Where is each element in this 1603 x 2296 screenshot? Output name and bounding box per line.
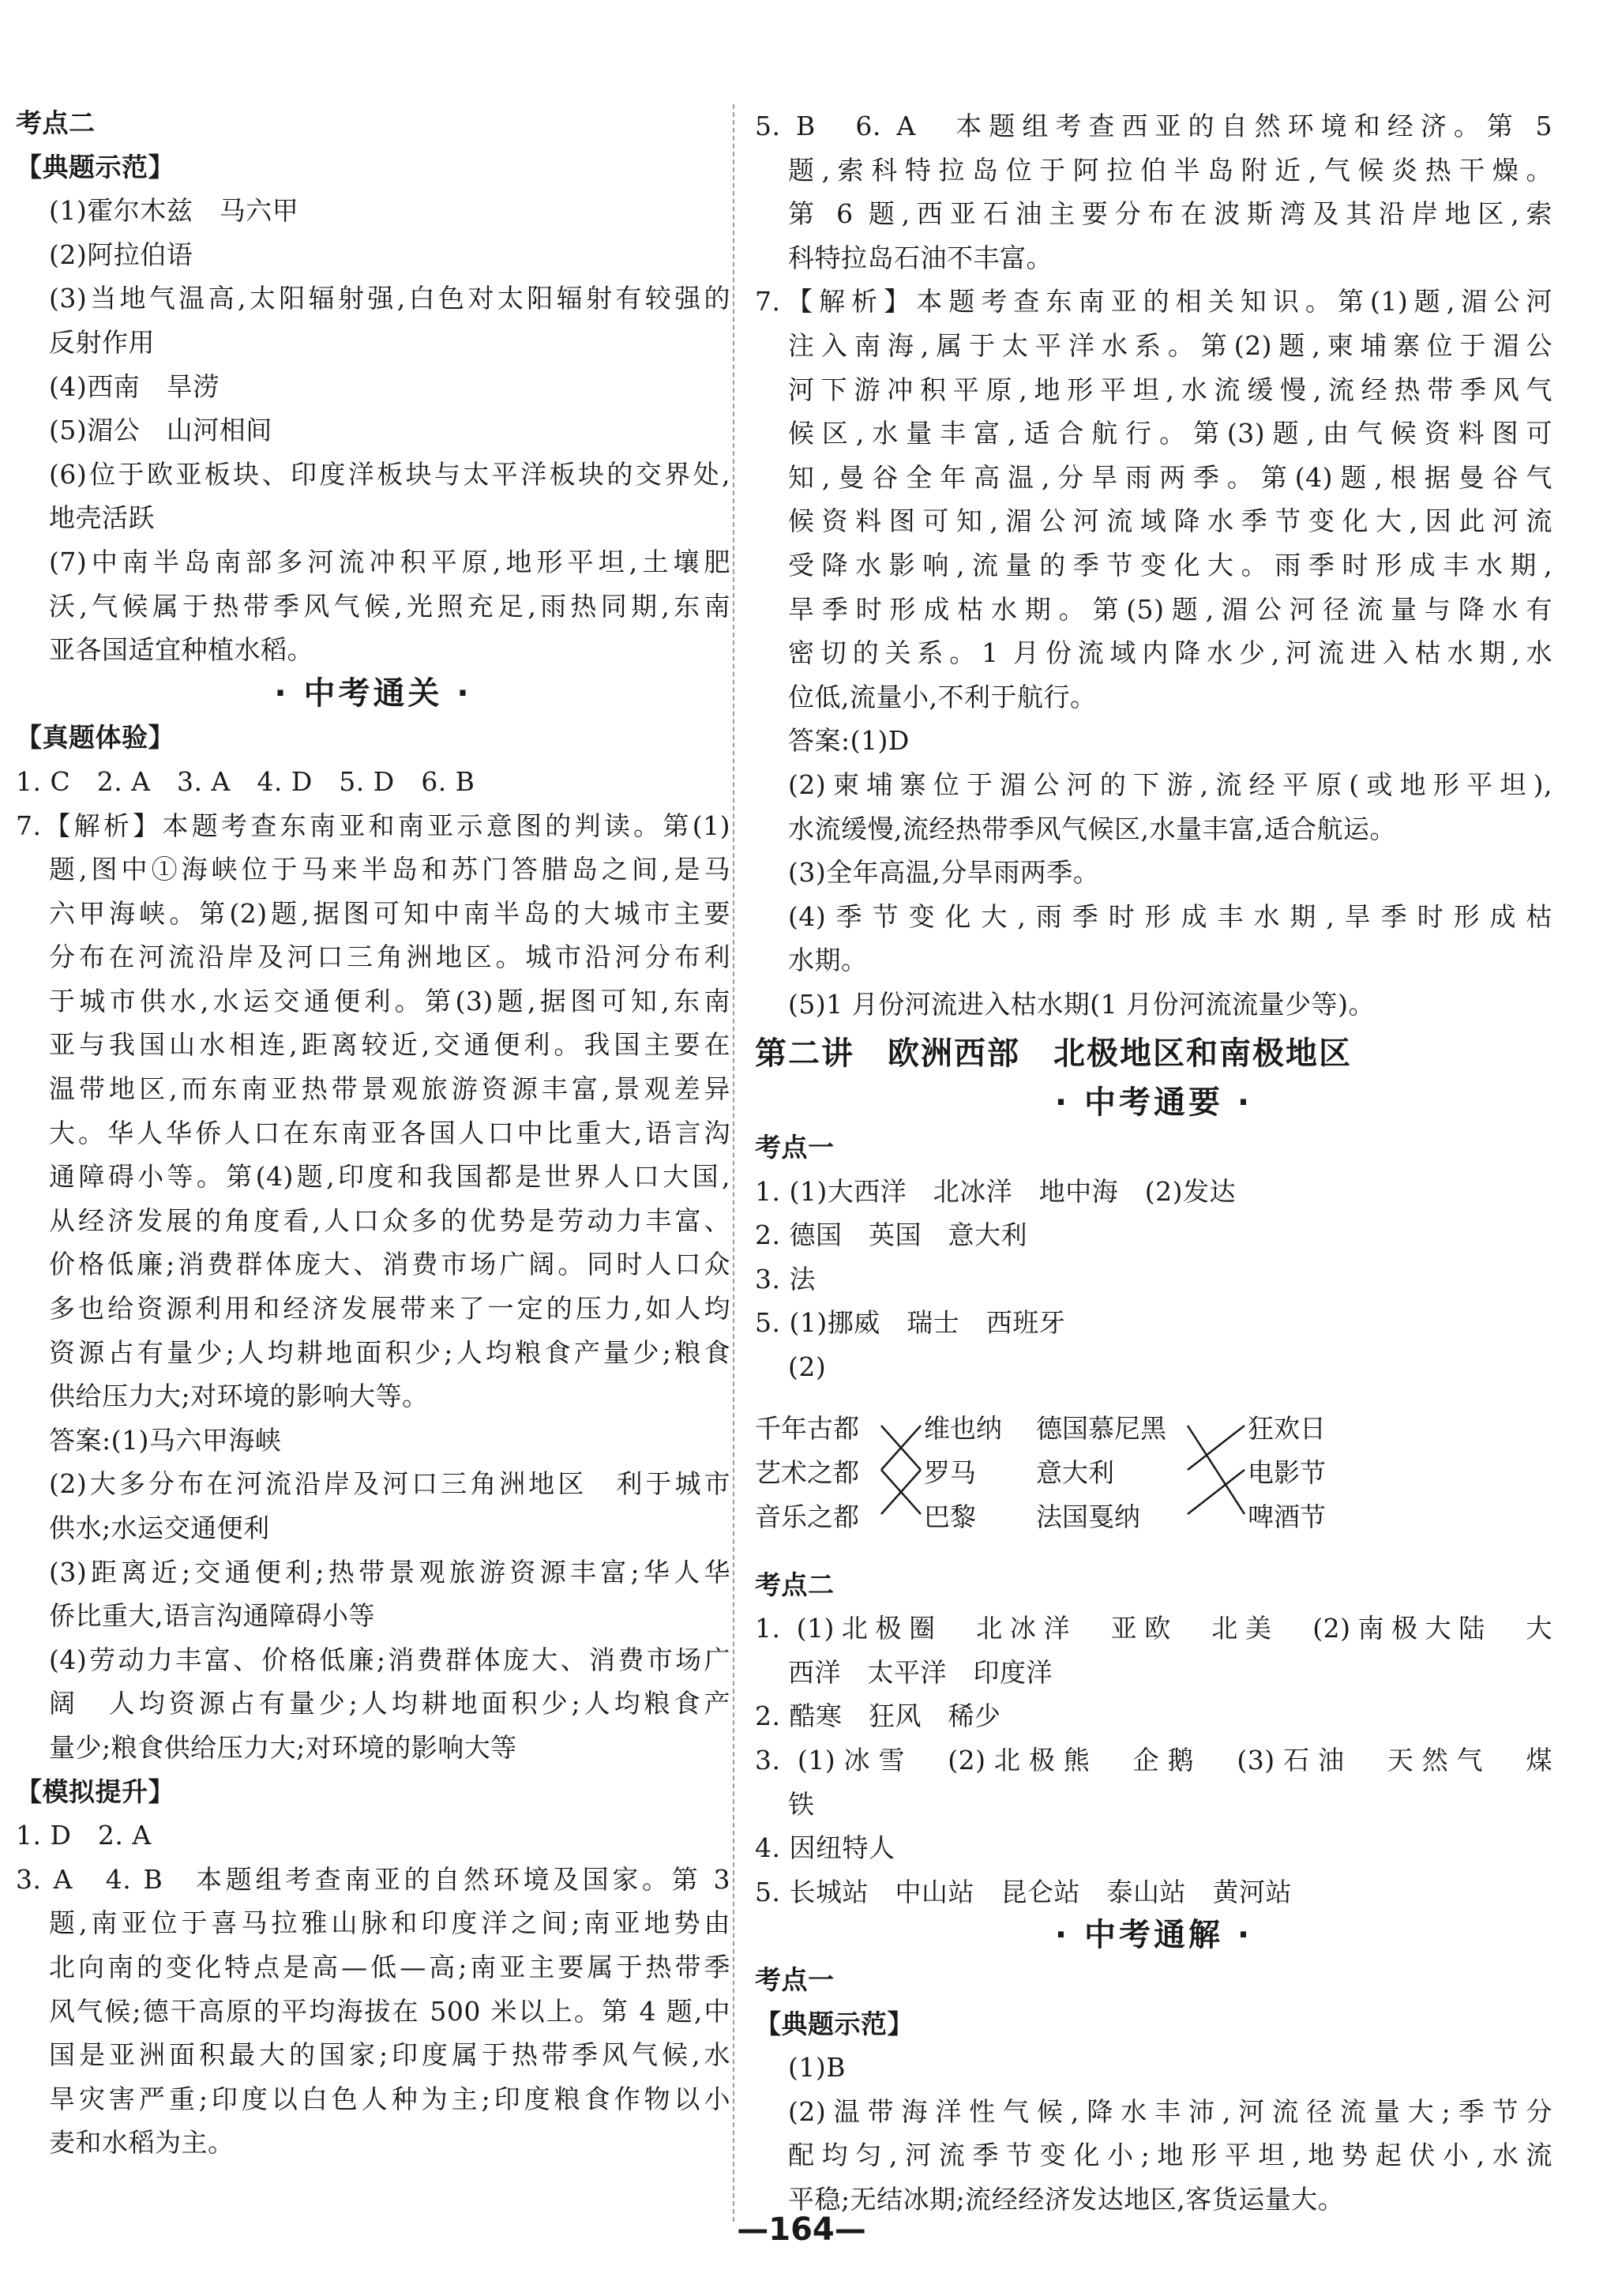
text-line: 配均匀,河流季节变化小;地形平坦,地势起伏小,水流 [788,2140,1552,2171]
text-line: 题,图中①海峡位于马来半岛和苏门答腊岛之间,是马 [49,854,730,885]
text-line: 麦和水稻为主。 [49,2127,235,2159]
right-column [733,104,1552,2222]
text-line: 考点二 [16,107,96,138]
text-line: 供给压力大;对环境的影响大等。 [49,1381,429,1412]
match-item: 罗马 [924,1456,976,1488]
text-line: 注入南海,属于太平洋水系。第(2)题,柬埔寨位于湄公 [788,329,1552,361]
match-line [1188,1470,1244,1514]
text-line: 密切的关系。1 月份流域内降水少,河流进入枯水期,水 [788,637,1552,669]
text-line: 侨比重大,语言沟通障碍小等 [49,1600,375,1632]
text-line: (1)B [788,2052,846,2084]
text-line: (2) [788,1351,827,1383]
text-line: 5. B 6. A 本题组考查西亚的自然环境和经济。第 5 [755,111,1552,141]
text-line: 题,索科特拉岛位于阿拉伯半岛附近,气候炎热干燥。 [788,154,1552,186]
text-line: 受降水影响,流量的季节变化大。雨季时形成丰水期, [788,549,1552,581]
text-line: (1)霍尔木兹 马六甲 [49,195,299,227]
text-line: 亚与我国山水相连,距离较近,交通便利。我国主要在 [49,1029,730,1061]
text-line: 西洋 太平洋 印度洋 [788,1656,1053,1688]
text-line: 地壳活跃 [49,502,155,534]
text-line: 亚各国适宜种植水稻。 [49,634,313,666]
text-line: 铁 [788,1788,815,1820]
text-line: 1. C 2. A 3. A 4. D 5. D 6. B [16,765,475,797]
text-line: 供水;水运交通便利 [49,1513,270,1543]
text-line: · 中考通要 · [1054,1084,1253,1122]
text-line: 旱季时形成枯水期。第(5)题,湄公河径流量与降水有 [788,593,1552,625]
text-line: 旱灾害严重;印度以白色人种为主;印度粮食作物以小 [49,2083,730,2114]
text-line: 河下游冲积平原,地形平坦,水流缓慢,流经热带季风气 [788,374,1552,405]
left-column [16,101,730,2165]
text-line: (4)季节变化大,雨季时形成丰水期,旱季时形成枯 [788,900,1552,932]
text-line: 2. 德国 英国 意大利 [755,1219,1027,1251]
text-line: 多也给资源利用和经济发展带来了一定的压力,如人均 [49,1293,730,1325]
text-line: 候资料图可知,湄公河流域降水季节变化大,因此河流 [788,505,1552,537]
text-line: (2)阿拉伯语 [49,239,193,270]
text-line: · 中考通解 · [1054,1917,1253,1954]
text-line: 5. (1)挪威 瑞士 西班牙 [755,1307,1066,1339]
text-line: 【模拟提升】 [16,1776,175,1807]
text-line: 位低,流量小,不利于航行。 [788,681,1097,712]
text-line: (5)1 月份河流进入枯水期(1 月份河流流量少等)。 [788,988,1375,1020]
text-line: 7.【解析】本题考查东南亚的相关知识。第(1)题,湄公河 [755,286,1552,318]
text-line: 【典题示范】 [16,151,175,182]
match-line [1188,1426,1244,1470]
text-line: 3. 法 [755,1263,816,1295]
text-line: 【典题示范】 [755,2008,914,2039]
text-line: 量少;粮食供给压力大;对环境的影响大等 [49,1731,517,1763]
text-line: 于城市供水,水运交通便利。第(3)题,据图可知,东南 [49,985,730,1016]
match-item: 啤酒节 [1248,1501,1326,1532]
match-item: 德国慕尼黑 [1036,1412,1166,1444]
text-line: 大。华人华侨人口在东南亚各国人口中比重大,语言沟 [49,1117,730,1148]
text-line: (6)位于欧亚板块、印度洋板块与太平洋板块的交界处, [49,458,730,490]
text-line: 阔 人均资源占有量少;人均耕地面积少;人均粮食产 [49,1688,730,1719]
text-line: 1. (1)北极圈 北冰洋 亚欧 北美 (2)南极大陆 大 [755,1613,1552,1644]
text-line: 北向南的变化特点是高—低—高;南亚主要属于热带季 [49,1951,730,1982]
text-line: 3. A 4. B 本题组考查南亚的自然环境及国家。第 3 [16,1863,730,1895]
text-line: 3. (1)冰雪 (2)北极熊 企鹅 (3)石油 天然气 煤 [755,1745,1552,1776]
text-line: 题,南亚位于喜马拉雅山脉和印度洋之间;南亚地势由 [49,1907,730,1939]
text-line: 六甲海峡。第(2)题,据图可知中南半岛的大城市主要 [49,897,730,929]
page-number: —164— [737,2211,866,2248]
text-line: (4)劳动力丰富、价格低廉;消费群体庞大、消费市场广 [49,1644,730,1675]
text-line: (7)中南半岛南部多河流冲积平原,地形平坦,土壤肥 [49,546,730,577]
match-item: 千年古都 [755,1412,859,1444]
right-column-top [755,104,1552,1389]
right-column-bottom [755,1563,1552,2222]
text-line: 第二讲 欧洲西部 北极地区和南极地区 [755,1035,1352,1073]
text-line: (2)温带海洋性气候,降水丰沛,河流径流量大;季节分 [788,2095,1552,2127]
text-line: (3)全年高温,分旱雨两季。 [788,857,1100,889]
text-line: 科特拉岛石油不丰富。 [788,242,1053,273]
text-line: 风气候;德干高原的平均海拔在 500 米以上。第 4 题,中 [49,1995,730,2027]
text-line: · 中考通关 · [274,675,472,712]
text-line: 候区,水量丰富,适合航行。第(3)题,由气候资料图可 [788,418,1552,449]
text-line: 沃,气候属于热带季风气候,光照充足,雨热同期,东南 [49,590,730,622]
text-line: 7.【解析】本题考查东南亚和南亚示意图的判读。第(1) [16,810,730,841]
text-line: 价格低廉;消费群体庞大、消费市场广阔。同时人口众 [49,1249,730,1280]
text-line: (3)距离近;交通便利;热带景观旅游资源丰富;华人华 [49,1556,730,1588]
text-line: 水期。 [788,945,868,976]
text-line: (3)当地气温高,太阳辐射强,白色对太阳辐射有较强的 [49,283,730,314]
text-line: 2. 酷寒 狂风 稀少 [755,1700,1001,1732]
text-line: 【真题体验】 [16,722,175,753]
match-item: 狂欢日 [1248,1412,1326,1444]
text-line: 5. 长城站 中山站 昆仑站 泰山站 黄河站 [755,1876,1292,1907]
text-line: 分布在河流沿岸及河口三角洲地区。城市沿河分布利 [49,941,730,973]
text-line: 资源占有量少;人均耕地面积少;人均粮食产量少;粮食 [49,1336,730,1368]
text-line: 答案:(1)马六甲海峡 [49,1424,282,1456]
text-line: 平稳;无结冰期;流经经济发达地区,客货运量大。 [788,2183,1345,2215]
text-line: 温带地区,而东南亚热带景观旅游资源丰富,景观差异 [49,1073,730,1105]
match-item: 维也纳 [924,1412,1002,1444]
text-line: 知,曼谷全年高温,分旱雨两季。第(4)题,根据曼谷气 [788,461,1552,493]
text-line: 考点一 [755,1963,835,1995]
match-item: 音乐之都 [755,1501,859,1532]
text-line: (5)湄公 山河相间 [49,415,272,446]
match-item: 艺术之都 [755,1456,859,1488]
text-line: (4)西南 旱涝 [49,370,220,402]
match-line [1188,1426,1244,1514]
match-item: 意大利 [1036,1456,1114,1488]
text-line: 1. D 2. A [16,1820,152,1851]
text-line: 国是亚洲面积最大的国家;印度属于热带季风气候,水 [49,2039,730,2071]
matching-diagram [755,1397,1552,1563]
text-line: 第 6 题,西亚石油主要分布在波斯湾及其沿岸地区,索 [788,198,1552,230]
text-line: (2)大多分布在河流沿岸及河口三角洲地区 利于城市 [49,1468,730,1500]
text-line: 1. (1)大西洋 北冰洋 地中海 (2)发达 [755,1175,1236,1207]
text-line: 答案:(1)D [788,725,910,757]
match-item: 巴黎 [924,1501,976,1532]
text-line: 通障碍小等。第(4)题,印度和我国都是世界人口大国, [49,1161,730,1193]
text-line: 反射作用 [49,326,155,358]
text-line: 考点一 [755,1132,835,1163]
match-item: 电影节 [1248,1456,1326,1488]
text-line: (2)柬埔寨位于湄公河的下游,流经平原(或地形平坦), [788,768,1552,800]
match-item: 法国戛纳 [1036,1501,1140,1532]
text-line: 考点二 [755,1569,835,1600]
text-line: 从经济发展的角度看,人口众多的优势是劳动力丰富、 [49,1204,730,1236]
text-line: 水流缓慢,流经热带季风气候区,水量丰富,适合航运。 [788,813,1396,844]
text-line: 4. 因纽特人 [755,1832,895,1864]
